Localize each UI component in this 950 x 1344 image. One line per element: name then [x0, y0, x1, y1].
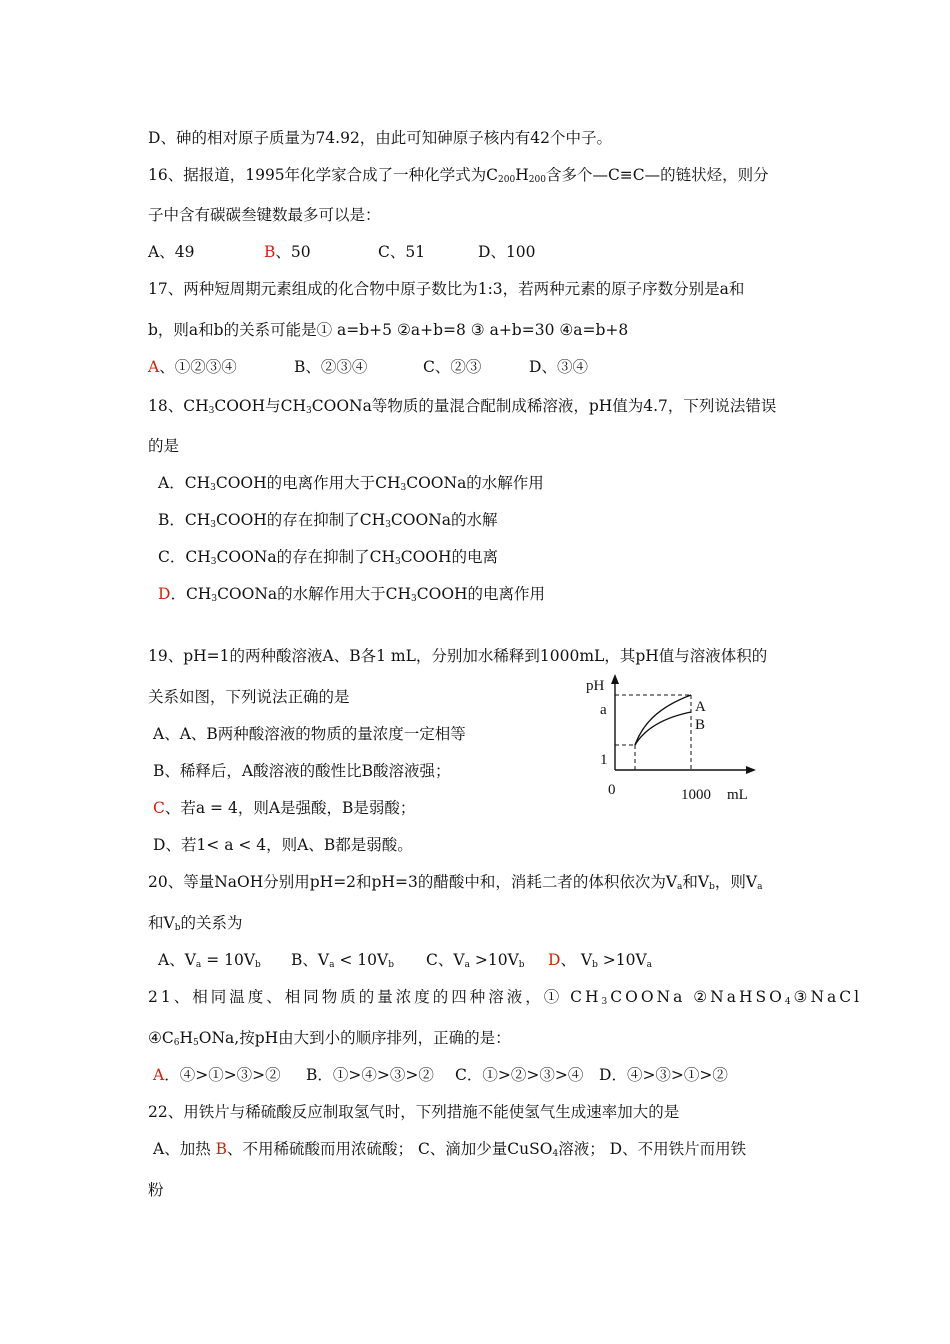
x-tick-1000: 1000	[681, 787, 711, 803]
q22-options-line-end: 粉	[148, 1181, 164, 1199]
q18-stem-line2: 的是	[148, 437, 180, 455]
q17-option-a: A、①②③④	[148, 358, 237, 376]
curve-a-label: A	[695, 699, 706, 715]
q19-option-d: D、若1< a < 4，则A、B都是弱酸。	[153, 836, 413, 854]
q17-stem-line1: 17、两种短周期元素组成的化合物中原子数比为1:3，若两种元素的原子序数分别是a和	[148, 280, 745, 298]
q22-stem: 22、用铁片与稀硫酸反应制取氢气时，下列措施不能使氢气生成速率加大的是	[148, 1103, 680, 1121]
q16-option-b: B、50	[264, 243, 311, 261]
curve-a	[635, 695, 691, 745]
q17-option-b: B、②③④	[294, 358, 368, 376]
x-axis-arrow	[746, 766, 756, 774]
tick-1: 1	[600, 752, 608, 768]
y-axis-label: pH	[586, 678, 605, 694]
q19-stem-line2: 关系如图，下列说法正确的是	[148, 688, 350, 706]
q22-options-line: A、加热 B、不用稀硫酸而用浓硫酸； C、滴加少量CuSO$_4$溶液； D、不用铁片而用铁	[153, 1140, 747, 1159]
q18-option-d: D．$CH_3COONa$的水解作用大于$CH_3COOH$的电离作用	[158, 585, 546, 604]
q21-option-d: D．④>③>①>②	[599, 1066, 728, 1084]
q21-option-a: A．④>①>③>②	[153, 1066, 281, 1084]
origin-label: 0	[608, 782, 616, 798]
curve-b-label: B	[695, 717, 706, 733]
q16-stem-line2: 子中含有碳碳叁键数最多可以是：	[148, 206, 381, 224]
y-axis-arrow	[611, 674, 619, 684]
q16-option-c: C、51	[378, 243, 426, 261]
q17-option-c: C、②③	[423, 358, 482, 376]
q16-option-a: A、49	[148, 243, 195, 261]
q18-option-c: C．$CH_3COONa$的存在抑制了$CH_3COOH$的电离	[158, 548, 498, 567]
q20-option-a: A、$V_a = 10V_b$	[158, 951, 261, 970]
q20-stem-line1: 20、等量NaOH分别用pH=2和pH=3的醋酸中和，消耗二者的体积依次为$V_a$和$V_b$，则$V_a$	[148, 873, 763, 892]
q20-option-c: C、$V_a >10V_b$	[426, 951, 525, 970]
q20-option-d: D、 $V_b >10V_a$	[548, 951, 653, 970]
q20-stem-line2: 和$V_b$的关系为	[148, 914, 243, 933]
q21-stem-line1: 21、相同温度、相同物质的量浓度的四种溶液，① $CH_3COONa$ ②NaHSO$_4$③NaCl	[148, 988, 863, 1007]
q19-stem-line1: 19、pH=1的两种酸溶液A、B各1 mL，分别加水稀释到1000mL，其pH值与溶液体积的	[148, 647, 768, 665]
tick-a: a	[600, 702, 607, 718]
q17-option-d: D、③④	[529, 358, 588, 376]
ph-dilution-graph	[578, 668, 768, 808]
x-unit: mL	[727, 787, 748, 803]
q18-stem-line1: 18、$CH_3COOH$与$CH_3COONa$等物质的量混合配制成稀溶液，pH值为4.7，下列说法错误	[148, 397, 777, 416]
q21-stem-line2: $④C_6H_5ONa$,按pH由大到小的顺序排列，正确的是：	[148, 1029, 511, 1048]
q16-stem-line1: 16、据报道，1995年化学家合成了一种化学式为$C_{200}H_{200}$含多个—C≡C—的链状烃，则分	[148, 166, 769, 185]
q20-option-b: B、$V_a < 10V_b$	[291, 951, 394, 970]
q21-option-b: B．①>④>③>②	[306, 1066, 434, 1084]
q15-option-d: D、砷的相对原子质量为74.92，由此可知砷原子核内有42个中子。	[148, 129, 613, 147]
q19-option-b: B、稀释后，A酸溶液的酸性比B酸溶液强；	[153, 762, 451, 780]
q19-option-a: A、A、B两种酸溶液的物质的量浓度一定相等	[153, 725, 466, 743]
q17-stem-line2: b，则a和b的关系可能是① a=b+5 ②a+b=8 ③ a+b=30 ④a=b+8	[148, 321, 629, 339]
q18-option-a: A．$CH_3COOH$的电离作用大于$CH_3COONa$的水解作用	[158, 474, 544, 493]
q21-option-c: C．①>②>③>④	[455, 1066, 584, 1084]
q16-option-d: D、100	[478, 243, 536, 261]
q18-option-b: B．$CH_3COOH$的存在抑制了$CH_3COONa$的水解	[158, 511, 498, 530]
q19-option-c: C、若a = 4，则A是强酸，B是弱酸；	[153, 799, 416, 817]
